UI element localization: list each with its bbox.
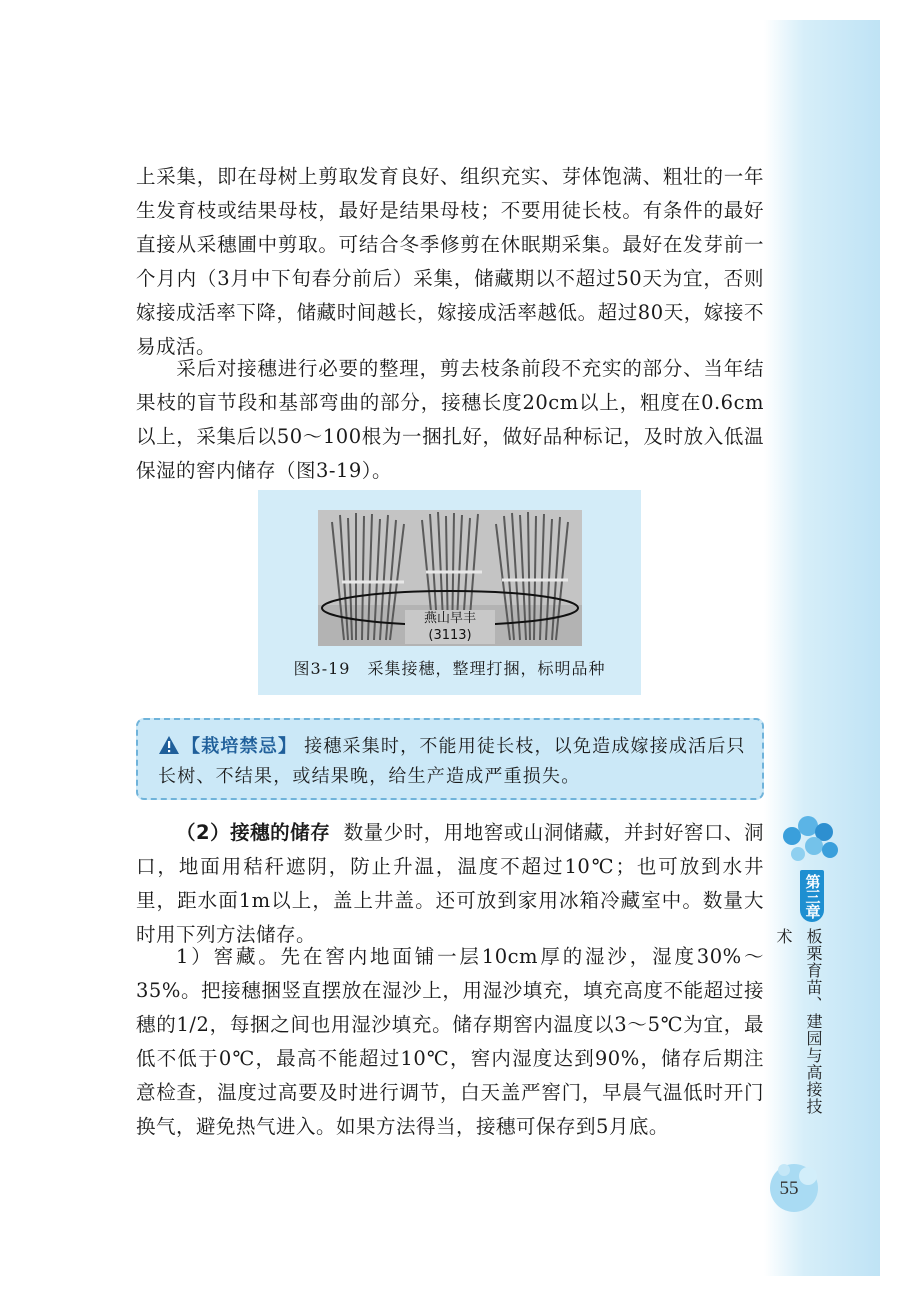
- decorative-dots-icon: [770, 808, 850, 868]
- chapter-title: 板栗育苗、建园与高接技术: [774, 928, 823, 1115]
- paragraph-2: 采后对接穗进行必要的整理，剪去枝条前段不充实的部分、当年结果枝的盲节段和基部弯曲的部分，接穗长度20cm以上，粗度在0.6cm以上，采集后以50～100根为一捆扎好，做好品种标记，及时放入低温保湿的窖内储存（图3-19）。: [136, 357, 764, 482]
- paragraph-storage: [136, 816, 764, 952]
- paragraph-cellar: 1）窖藏。先在窖内地面铺一层10cm厚的湿沙，湿度30%～35%。把接穗捆竖直摆放在湿沙上，用湿沙填充，填充高度不能超过接穗的1/2，每捆之间也用湿沙填充。储存期窖内温度以3～5℃为宜，最低不低于0℃，最高不能超过10℃，窖内湿度达到90%，储存后期注意检查，温度过高要及时进行调节，白天盖严窖门，早晨气温低时开门换气，避免热气进入。如果方法得当，接穗可保存到5月底。: [136, 945, 764, 1138]
- warning-triangle-icon: [158, 735, 180, 755]
- warning-text: [158, 732, 748, 792]
- variety-label: 燕山早丰 (3113): [405, 610, 495, 644]
- figure-caption: 图3-19 采集接穗，整理打捆，标明品种: [293, 659, 606, 678]
- scion-bundles-photo: [318, 510, 582, 646]
- chapter-tab: 第三章: [800, 870, 824, 922]
- page-number: 55: [779, 1178, 799, 1199]
- section-body: 数量少时，用地窖或山洞储藏，并封好窖口、洞口，地面用秸秆遮阴，防止升温，温度不超过10℃；也可放到水井里，距水面1m以上，盖上井盖。还可放到家用冰箱冷藏室中。数量大时用下列方法储存。: [136, 821, 764, 946]
- paragraph-1: 上采集，即在母树上剪取发育良好、组织充实、芽体饱满、粗壮的一年生发育枝或结果母枝，最好是结果母枝；不要用徒长枝。有条件的最好直接从采穗圃中剪取。可结合冬季修剪在休眠期采集。最好在发芽前一个月内（3月中下旬春分前后）采集，储藏期以不超过50天为宜，否则嫁接成活率下降，储藏时间越长，嫁接成活率越低。超过80天，嫁接不易成活。: [136, 165, 764, 358]
- warning-title: 【栽培禁忌】: [182, 736, 298, 757]
- section-title: （2）接穗的储存: [176, 821, 331, 844]
- cultivation-taboo-box: [136, 718, 764, 800]
- warning-body: 接穗采集时，不能用徒长枝，以免造成嫁接成活后只长树、不结果，或结果晚，给生产造成严重损失。: [158, 736, 746, 787]
- figure-3-19: [258, 490, 641, 695]
